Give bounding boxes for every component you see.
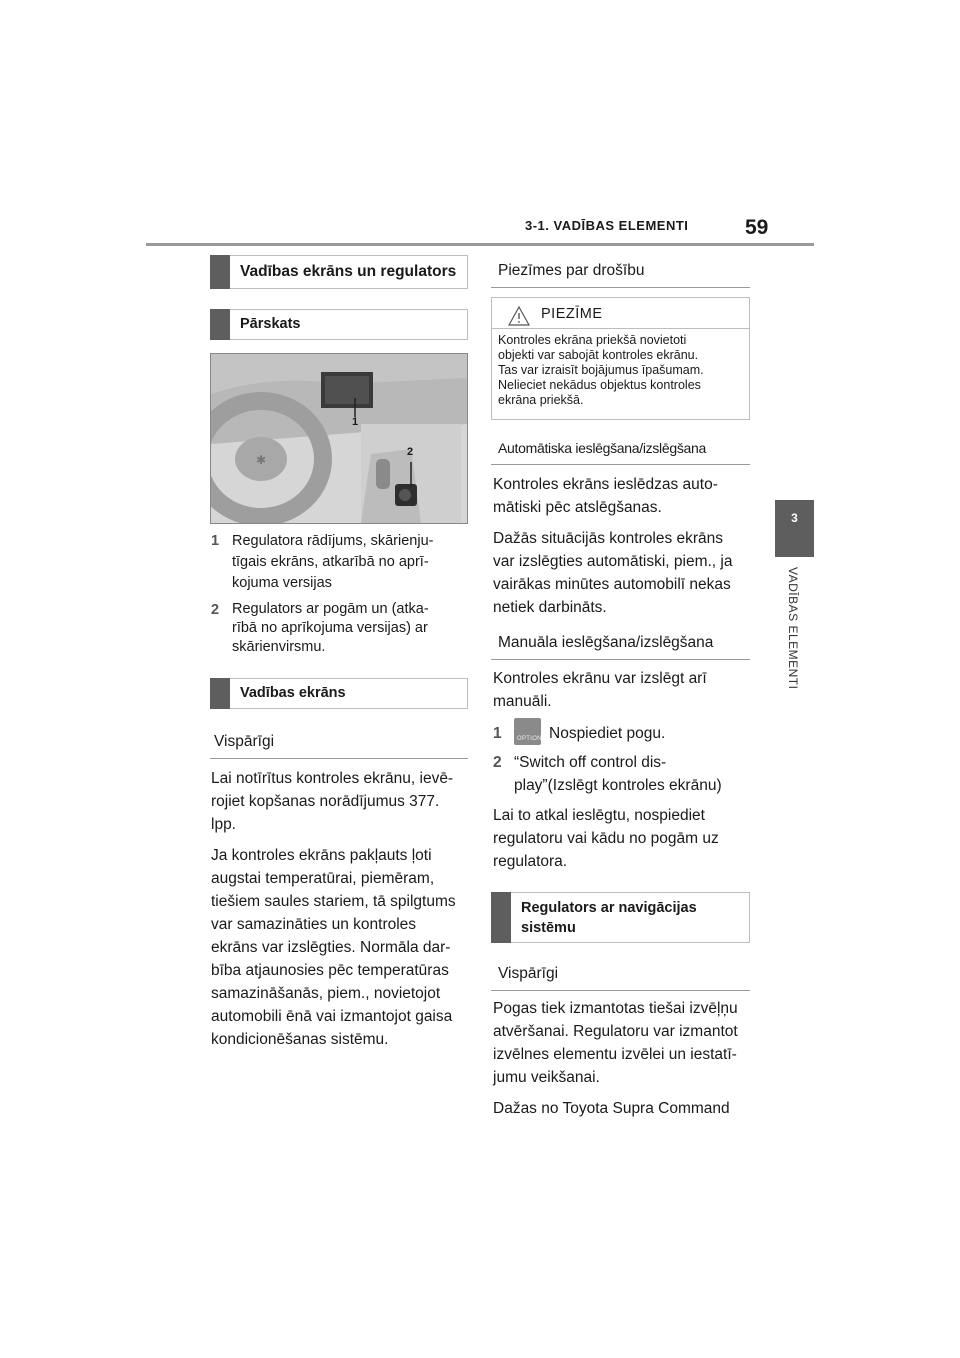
line: sistēmu (521, 920, 576, 936)
line: mātiski pēc atslēgšanas. (493, 499, 662, 516)
nav-heading-box (491, 892, 750, 943)
dashboard-illustration (211, 354, 467, 523)
line: atvēršanai. Regulatoru var izmantot (493, 1023, 738, 1040)
line: Kontroles ekrāna priekšā novietoti (498, 333, 687, 347)
general-subhead (210, 731, 468, 759)
note-rule (492, 328, 749, 329)
heading-bar (491, 892, 511, 943)
line: Dažas no Toyota Supra Command (493, 1100, 730, 1117)
paragraph (493, 804, 755, 873)
line: kondicionēšanas sistēmu. (211, 1031, 389, 1048)
line: ekrāns var izslēgties. Normāla dar- (211, 939, 451, 956)
item-number: 2 (211, 602, 220, 618)
warning-triangle-icon (508, 306, 530, 326)
line: Ja kontroles ekrāns pakļauts ļoti (211, 847, 432, 864)
left-body (211, 767, 473, 1059)
heading-bar (210, 255, 230, 289)
safety-subhead (491, 258, 750, 288)
chapter-tab: 3 (775, 500, 814, 557)
line: ekrāna priekšā. (498, 393, 584, 407)
button-glyph-text: OPTION (517, 736, 542, 742)
manual-outro (493, 804, 755, 881)
line: vairākas minūtes automobilī nekas (493, 576, 731, 593)
line: manuāli. (493, 693, 552, 710)
paragraph (211, 767, 473, 836)
callout-2: 2 (407, 446, 414, 458)
nav-general-subhead (491, 962, 750, 991)
line: jumu veikšanai. (493, 1069, 600, 1086)
line: play”(Izslēgt kontroles ekrānu) (514, 777, 722, 794)
line: samazināšanās, piem., novietojot (211, 985, 441, 1002)
line: Lai notīrītus kontroles ekrānu, ievē- (211, 770, 454, 787)
paragraph (211, 844, 473, 1051)
item-line: skārienvirsmu. (232, 639, 326, 655)
line: regulatora. (493, 853, 568, 870)
line: Dažās situācijās kontroles ekrāns (493, 530, 724, 547)
note-box (491, 297, 750, 420)
section-title: 3-1. VADĪBAS ELEMENTI (525, 218, 689, 233)
note-title: PIEZĪME (541, 306, 603, 322)
option-button-icon (514, 718, 541, 745)
auto-body (493, 473, 755, 627)
page-number: 59 (745, 216, 769, 239)
item-line: rībā no aprīkojuma versijas) ar (232, 620, 428, 636)
line: Kontroles ekrānu var izslēgt arī (493, 670, 707, 687)
line: var samazināties un kontroles (211, 916, 417, 933)
line: netiek darbināts. (493, 599, 607, 616)
svg-text:✱: ✱ (255, 453, 267, 467)
header-rule (146, 243, 814, 246)
line: var izslēgties automātiski, piem., ja (493, 553, 733, 570)
chapter-label: VADĪBAS ELEMENTI (786, 567, 800, 690)
nav-body (493, 997, 759, 1128)
item-line: Regulators ar pogām un (atka- (232, 601, 429, 617)
main-heading-box (210, 255, 468, 289)
item-line: tīgais ekrāns, atkarībā no aprī- (232, 554, 429, 570)
line: objekti var sabojāt kontroles ekrānu. (498, 348, 699, 362)
line: bība atjaunosies pēc temperatūras (211, 962, 449, 979)
paragraph (493, 667, 755, 713)
display-heading-box (210, 678, 468, 709)
line: regulatoru vai kādu no pogām uz (493, 830, 719, 847)
line: “Switch off control dis- (514, 754, 667, 771)
line: lpp. (211, 816, 236, 833)
item-line: Regulatora rādījums, skārienju- (232, 533, 434, 549)
subhead-text: Vispārīgi (498, 965, 559, 982)
note-text (498, 333, 743, 408)
subhead-text: Vispārīgi (214, 733, 275, 750)
line: tiešiem saules stariem, tā spilgtums (211, 893, 456, 910)
line: Regulators ar navigācijas (521, 900, 697, 916)
subhead-text: Manuāla ieslēgšana/izslēgšana (498, 634, 714, 651)
paragraph (493, 473, 755, 519)
paragraph (493, 527, 755, 619)
line: Nelieciet nekādus objektus kontroles (498, 378, 701, 392)
line: augstai temperatūrai, piemēram, (211, 870, 435, 887)
line: Kontroles ekrāns ieslēdzas auto- (493, 476, 718, 493)
dashboard-figure (210, 353, 468, 524)
overview-heading: Pārskats (240, 316, 301, 332)
overview-heading-box (210, 309, 468, 340)
subhead-text: Automātiska ieslēgšana/izslēgšana (498, 440, 707, 456)
step-number: 2 (493, 754, 502, 771)
step-text: Nospiediet pogu. (549, 725, 666, 742)
manual-subhead (491, 628, 750, 660)
auto-subhead (491, 433, 750, 465)
step-2 (493, 751, 755, 799)
line: Lai to atkal ieslēgtu, nospiediet (493, 807, 705, 824)
line: rojiet kopšanas norādījumus 377. (211, 793, 440, 810)
list-item (211, 600, 469, 666)
paragraph (493, 1097, 759, 1120)
line: Tas var izraisīt bojājumus īpašumam. (498, 363, 704, 377)
manual-intro (493, 667, 755, 721)
display-heading: Vadības ekrāns (240, 685, 346, 701)
line: izvēlnes elementu izvēlei un iestatī- (493, 1046, 737, 1063)
line: Pogas tiek izmantotas tiešai izvēļņu (493, 1000, 738, 1017)
subhead-text: Piezīmes par drošību (498, 262, 645, 279)
heading-bar (210, 678, 230, 709)
paragraph (493, 997, 759, 1089)
callout-1: 1 (352, 416, 359, 428)
heading-bar (210, 309, 230, 340)
item-line: kojuma versijas (232, 575, 332, 591)
item-number: 1 (211, 533, 220, 549)
step-number: 1 (493, 725, 502, 742)
main-heading: Vadības ekrāns un regulators (240, 263, 457, 280)
line: automobili ēnā vai izmantojot gaisa (211, 1008, 453, 1025)
step-1 (493, 718, 755, 748)
nav-heading (521, 898, 697, 938)
list-item (211, 531, 469, 597)
